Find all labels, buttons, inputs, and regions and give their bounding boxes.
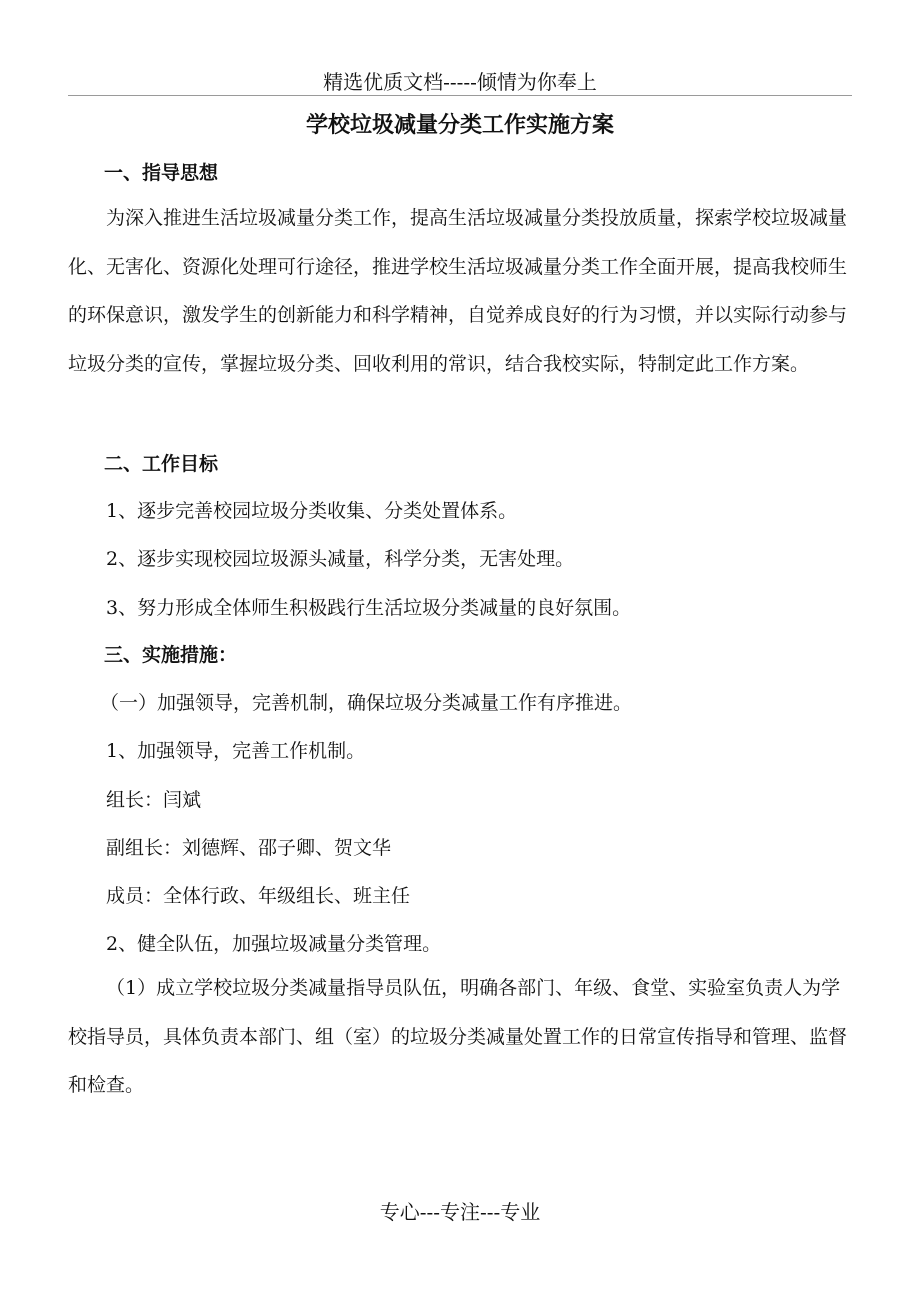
goal-item-1: 1、逐步完善校园垃圾分类收集、分类处置体系。 [106,500,518,522]
group-members: 成员：全体行政、年级组长、班主任 [106,885,411,907]
measure-item-2-body [68,964,852,1110]
section-body-guiding-ideology [68,194,852,388]
header-divider [68,95,852,96]
section-heading-guiding-ideology: 一、指导思想 [104,162,219,184]
goal-item-2: 2、逐步实现校园垃圾源头减量，科学分类，无害处理。 [106,548,575,570]
measure-subheading-1: （一）加强领导，完善机制，确保垃圾分类减量工作有序推进。 [100,692,633,714]
paragraph-text: 为深入推进生活垃圾减量分类工作，提高生活垃圾减量分类投放质量，探索学校垃圾减量化、无害化、资源化处理可行途径，推进学校生活垃圾减量分类工作全面开展，提高我校师生的环保意识，激发学生的创新能力和科学精神，自觉养成良好的行为习惯，并以实际行动参与垃圾分类的宣传，掌握垃圾分类、回收利用的常识，结合我校实际，特制定此工作方案。 [68,207,848,375]
goal-item-3: 3、努力形成全体师生积极践行生活垃圾分类减量的良好氛围。 [106,597,632,619]
group-leader: 组长：闫斌 [106,789,202,811]
page-header: 精选优质文档-----倾情为你奉上 [323,70,597,94]
document-title: 学校垃圾减量分类工作实施方案 [305,112,614,138]
measure-item-2: 2、健全队伍，加强垃圾减量分类管理。 [106,933,442,955]
section-heading-measures: 三、实施措施： [104,644,238,666]
page-footer: 专心---专注---专业 [379,1200,541,1224]
group-vice-leader: 副组长：刘德辉、邵子卿、贺文华 [106,837,392,859]
section-heading-work-goals: 二、工作目标 [104,453,219,475]
measure-item-1: 1、加强领导，完善工作机制。 [106,740,366,762]
paragraph-text: （1）成立学校垃圾分类减量指导员队伍，明确各部门、年级、食堂、实验室负责人为学校指导员，具体负责本部门、组（室）的垃圾分类减量处置工作的日常宣传指导和管理、监督和检查。 [68,977,848,1096]
